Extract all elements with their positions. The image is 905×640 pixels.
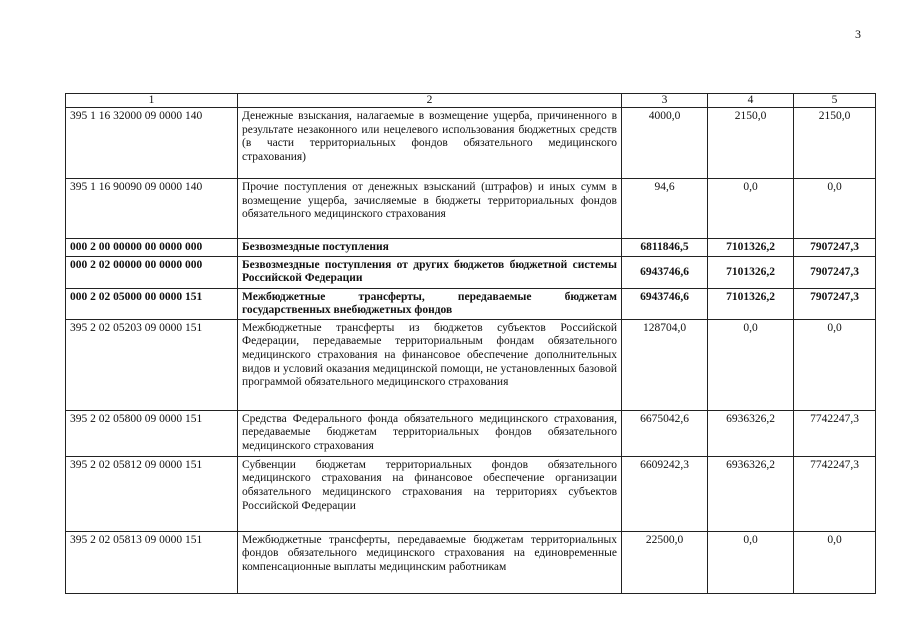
value-cell-col5: 0,0 bbox=[794, 179, 876, 239]
table-row bbox=[66, 288, 876, 319]
budget-code-cell: 000 2 00 00000 00 0000 000 bbox=[66, 239, 238, 257]
table-header-row bbox=[66, 94, 876, 108]
budget-code-cell: 000 2 02 00000 00 0000 000 bbox=[66, 256, 238, 288]
description-cell: Безвозмездные поступления от других бюджетов бюджетной системы Российской Федерации bbox=[238, 256, 622, 288]
budget-code-cell: 395 2 02 05813 09 0000 151 bbox=[66, 531, 238, 593]
value-cell-col3: 6943746,6 bbox=[622, 288, 708, 319]
budget-code-cell: 395 1 16 32000 09 0000 140 bbox=[66, 108, 238, 179]
table-row bbox=[66, 531, 876, 593]
value-cell-col3: 6943746,6 bbox=[622, 256, 708, 288]
description-cell: Безвозмездные поступления bbox=[238, 239, 622, 257]
table-row bbox=[66, 256, 876, 288]
page-number: 3 bbox=[855, 27, 861, 41]
description-cell: Межбюджетные трансферты, передаваемые бюджетам государственных внебюджетных фондов bbox=[238, 288, 622, 319]
table-row bbox=[66, 108, 876, 179]
value-cell-col3: 4000,0 bbox=[622, 108, 708, 179]
column-header-4: 4 bbox=[708, 94, 794, 108]
value-cell-col4: 6936326,2 bbox=[708, 410, 794, 456]
column-header-1: 1 bbox=[66, 94, 238, 108]
value-cell-col5: 7907247,3 bbox=[794, 239, 876, 257]
description-cell: Межбюджетные трансферты из бюджетов субъектов Российской Федерации, передаваемые территориальным фондам обязательного медицинского страхования на финансовое обеспечение дополнительных видов и условий оказания медицинской помощи, не установленных базовой программой обязательного медицинского страхования bbox=[238, 319, 622, 410]
value-cell-col5: 7742247,3 bbox=[794, 410, 876, 456]
value-cell-col3: 22500,0 bbox=[622, 531, 708, 593]
value-cell-col3: 6609242,3 bbox=[622, 456, 708, 531]
value-cell-col5: 7907247,3 bbox=[794, 256, 876, 288]
value-cell-col4: 7101326,2 bbox=[708, 239, 794, 257]
value-cell-col5: 0,0 bbox=[794, 319, 876, 410]
value-cell-col4: 7101326,2 bbox=[708, 256, 794, 288]
table-row bbox=[66, 456, 876, 531]
table-row bbox=[66, 239, 876, 257]
value-cell-col4: 0,0 bbox=[708, 179, 794, 239]
value-cell-col4: 0,0 bbox=[708, 531, 794, 593]
column-header-5: 5 bbox=[794, 94, 876, 108]
column-header-3: 3 bbox=[622, 94, 708, 108]
description-cell: Прочие поступления от денежных взысканий (штрафов) и иных сумм в возмещение ущерба, зачисляемые в бюджеты территориальных фондов обязательного медицинского страхования bbox=[238, 179, 622, 239]
table-row bbox=[66, 410, 876, 456]
value-cell-col5: 0,0 bbox=[794, 531, 876, 593]
budget-code-cell: 395 2 02 05203 09 0000 151 bbox=[66, 319, 238, 410]
description-cell: Межбюджетные трансферты, передаваемые бюджетам территориальных фондов обязательного медицинского страхования на единовременные компенсационные выплаты медицинским работникам bbox=[238, 531, 622, 593]
description-cell: Денежные взыскания, налагаемые в возмещение ущерба, причиненного в результате незаконного или нецелевого использования бюджетных средств (в части территориальных фондов обязательного медицинского страхования) bbox=[238, 108, 622, 179]
value-cell-col3: 94,6 bbox=[622, 179, 708, 239]
description-cell: Субвенции бюджетам территориальных фондов обязательного медицинского страхования на финансовое обеспечение организации обязательного медицинского страхования на территориях субъектов Российской Федерации bbox=[238, 456, 622, 531]
table-row bbox=[66, 179, 876, 239]
budget-code-cell: 395 2 02 05800 09 0000 151 bbox=[66, 410, 238, 456]
value-cell-col4: 2150,0 bbox=[708, 108, 794, 179]
description-cell: Средства Федерального фонда обязательного медицинского страхования, передаваемые бюджетам территориальных фондов обязательного медицинского страхования bbox=[238, 410, 622, 456]
value-cell-col5: 7742247,3 bbox=[794, 456, 876, 531]
column-header-2: 2 bbox=[238, 94, 622, 108]
budget-revenue-table bbox=[65, 93, 876, 594]
budget-code-cell: 000 2 02 05000 00 0000 151 bbox=[66, 288, 238, 319]
value-cell-col3: 6675042,6 bbox=[622, 410, 708, 456]
value-cell-col4: 7101326,2 bbox=[708, 288, 794, 319]
table-row bbox=[66, 319, 876, 410]
value-cell-col3: 128704,0 bbox=[622, 319, 708, 410]
value-cell-col5: 2150,0 bbox=[794, 108, 876, 179]
value-cell-col4: 6936326,2 bbox=[708, 456, 794, 531]
value-cell-col5: 7907247,3 bbox=[794, 288, 876, 319]
budget-code-cell: 395 1 16 90090 09 0000 140 bbox=[66, 179, 238, 239]
value-cell-col4: 0,0 bbox=[708, 319, 794, 410]
budget-code-cell: 395 2 02 05812 09 0000 151 bbox=[66, 456, 238, 531]
value-cell-col3: 6811846,5 bbox=[622, 239, 708, 257]
